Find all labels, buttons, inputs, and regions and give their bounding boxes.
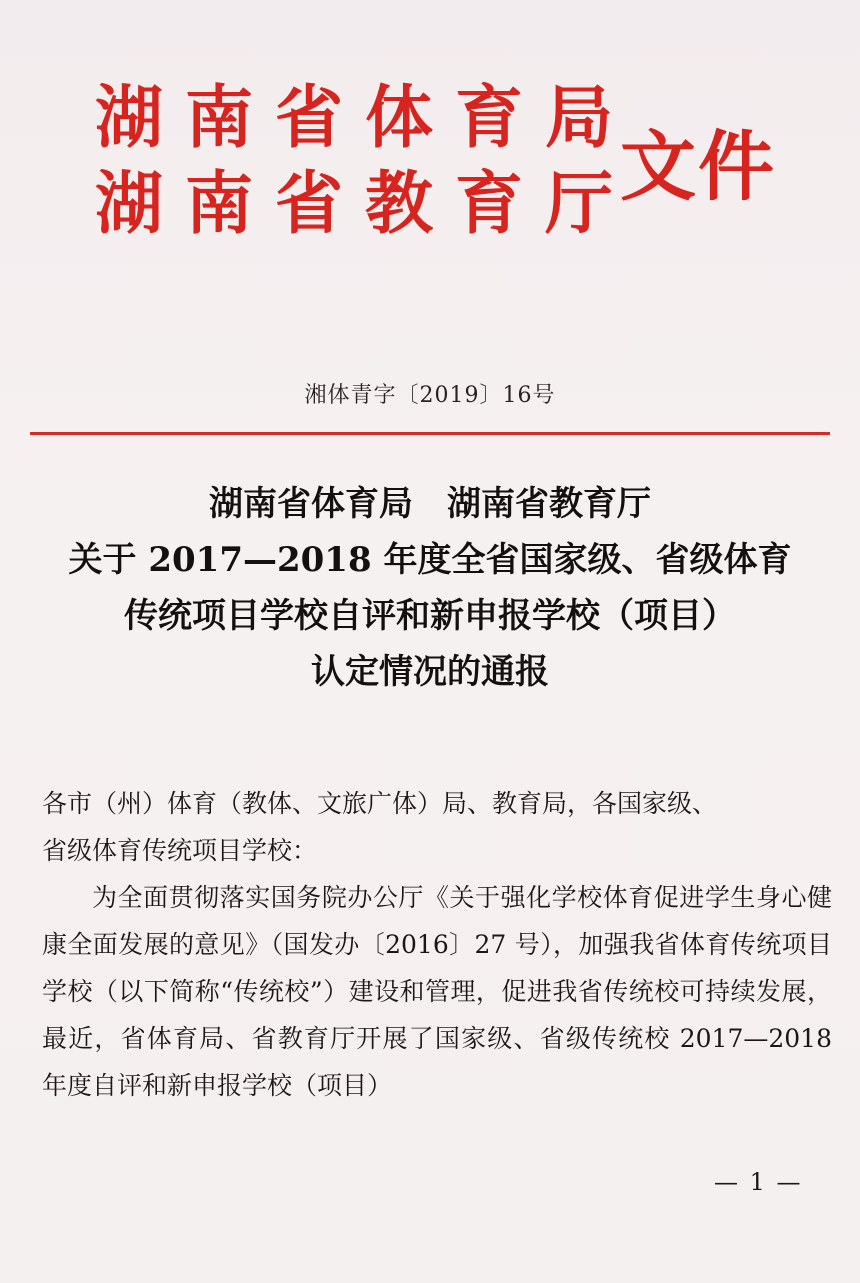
document-title	[0, 476, 860, 700]
issuer-sports-bureau: 湖南省体育局	[95, 79, 636, 158]
document-number: 湘体青字〔2019〕16号	[304, 383, 556, 408]
title-line-1: 湖南省体育局 湖南省教育厅	[209, 484, 651, 524]
salutation-line-1: 各市（州）体育（教体、文旅广体）局、教育局，各国家级、	[42, 789, 718, 818]
header-divider	[30, 432, 830, 435]
body-paragraph: 为全面贯彻落实国务院办公厅《关于强化学校体育促进学生身心健康全面发展的意见》（国发办〔2016〕27 号），加强我省体育传统项目学校（以下简称“传统校”）建设和管理，促进我省传统校可持续发展，最近，省体育局、省教育厅开展了国家级、省级传统校 2017—2018 年度自评和新申报学校（项目）	[42, 883, 832, 1100]
page-number: — 1 —	[714, 1168, 803, 1196]
issuing-authorities	[95, 79, 636, 244]
document-body	[42, 780, 832, 1109]
salutation-line-2: 省级体育传统项目学校：	[42, 836, 318, 865]
title-line-2: 关于 2017—2018 年度全省国家级、省级体育	[68, 540, 792, 580]
title-line-3: 传统项目学校自评和新申报学校（项目）	[124, 596, 736, 636]
title-line-4: 认定情况的通报	[311, 652, 549, 692]
issuer-education-department: 湖南省教育厅	[95, 165, 636, 244]
document-type-label: 文件	[620, 122, 776, 211]
